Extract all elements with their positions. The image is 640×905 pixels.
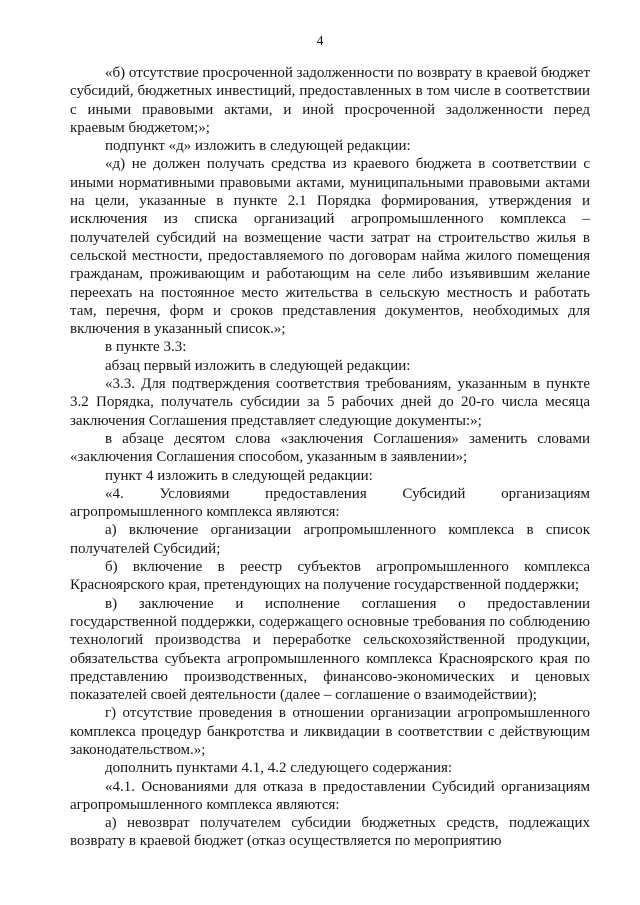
paragraph: а) невозврат получателем субсидии бюджетных средств, подлежащих возврату в краевой бюджет (отказ осуществляется по мероприятию bbox=[70, 815, 590, 850]
paragraph: дополнить пунктами 4.1, 4.2 следующего содержания: bbox=[105, 760, 453, 777]
paragraph: в абзаце десятом слова «заключения Соглашения» заменить словами «заключения Соглашения способом, указанным в заявлении»; bbox=[70, 430, 590, 466]
paragraph: абзац первый изложить в следующей редакции: bbox=[105, 357, 411, 374]
paragraph: подпункт «д» изложить в следующей редакции: bbox=[105, 138, 411, 155]
paragraph: «д) не должен получать средства из краевого бюджета в соответствии с иными нормативными правовыми актами, муниципальными правовыми актами на цели, указанные в пункте 2.1 Порядка формирования, утверждения и исключения из списка организаций агропромышленного комплекса – получателей субсидий на возмещение части затрат на строительство жилья в сельской местности, предоставляемого по договорам найма жилого помещения гражданам, проживающим и работающим на селе либо изъявившим желание переехать на постоянное место жительства в сельскую местность и работать там, перечня, форм и сроков представления документов, необходимых для включения в указанный список.»; bbox=[70, 156, 590, 338]
document-body bbox=[70, 64, 590, 851]
paragraph: «4.1. Основаниями для отказа в предоставлении Субсидий организациям агропромышленного комплекса являются: bbox=[70, 778, 590, 813]
paragraph: в) заключение и исполнение соглашения о предоставлении государственной поддержки, содержащего основные требования по соблюдению технологий производства и переработке сельскохозяйственной продукции, обязательства субъекта агропромышленного комплекса Красноярского края по представлению производственных, финансово-экономических и ценовых показателей своей деятельности (далее – соглашение о взаимодействии); bbox=[70, 595, 590, 704]
page-number: 4 bbox=[316, 34, 324, 49]
paragraph: «3.3. Для подтверждения соответствия требованиям, указанным в пункте 3.2 Порядка, получатель субсидии за 5 рабочих дней до 20-го числа месяца заключения Соглашения представляет следующие документы:»; bbox=[70, 376, 590, 429]
paragraph: б) включение в реестр субъектов агропромышленного комплекса Красноярского края, претендующих на получение государственной поддержки; bbox=[70, 559, 590, 594]
paragraph: «4. Условиями предоставления Субсидий организациям агропромышленного комплекса являются: bbox=[70, 485, 590, 521]
paragraph: «б) отсутствие просроченной задолженности по возврату в краевой бюджет субсидий, бюджетных инвестиций, предоставленных в том числе в соответствии с иными правовыми актами, и иной просроченной задолженности перед краевым бюджетом;»; bbox=[70, 65, 590, 136]
paragraph: в пункте 3.3: bbox=[105, 339, 187, 356]
paragraph: г) отсутствие проведения в отношении организации агропромышленного комплекса процедур банкротства и ликвидации в соответствии с действующим законодательством.»; bbox=[70, 705, 590, 758]
paragraph: а) включение организации агропромышленного комплекса в список получателей Субсидий; bbox=[70, 522, 590, 557]
paragraph: пункт 4 изложить в следующей редакции: bbox=[105, 467, 373, 484]
